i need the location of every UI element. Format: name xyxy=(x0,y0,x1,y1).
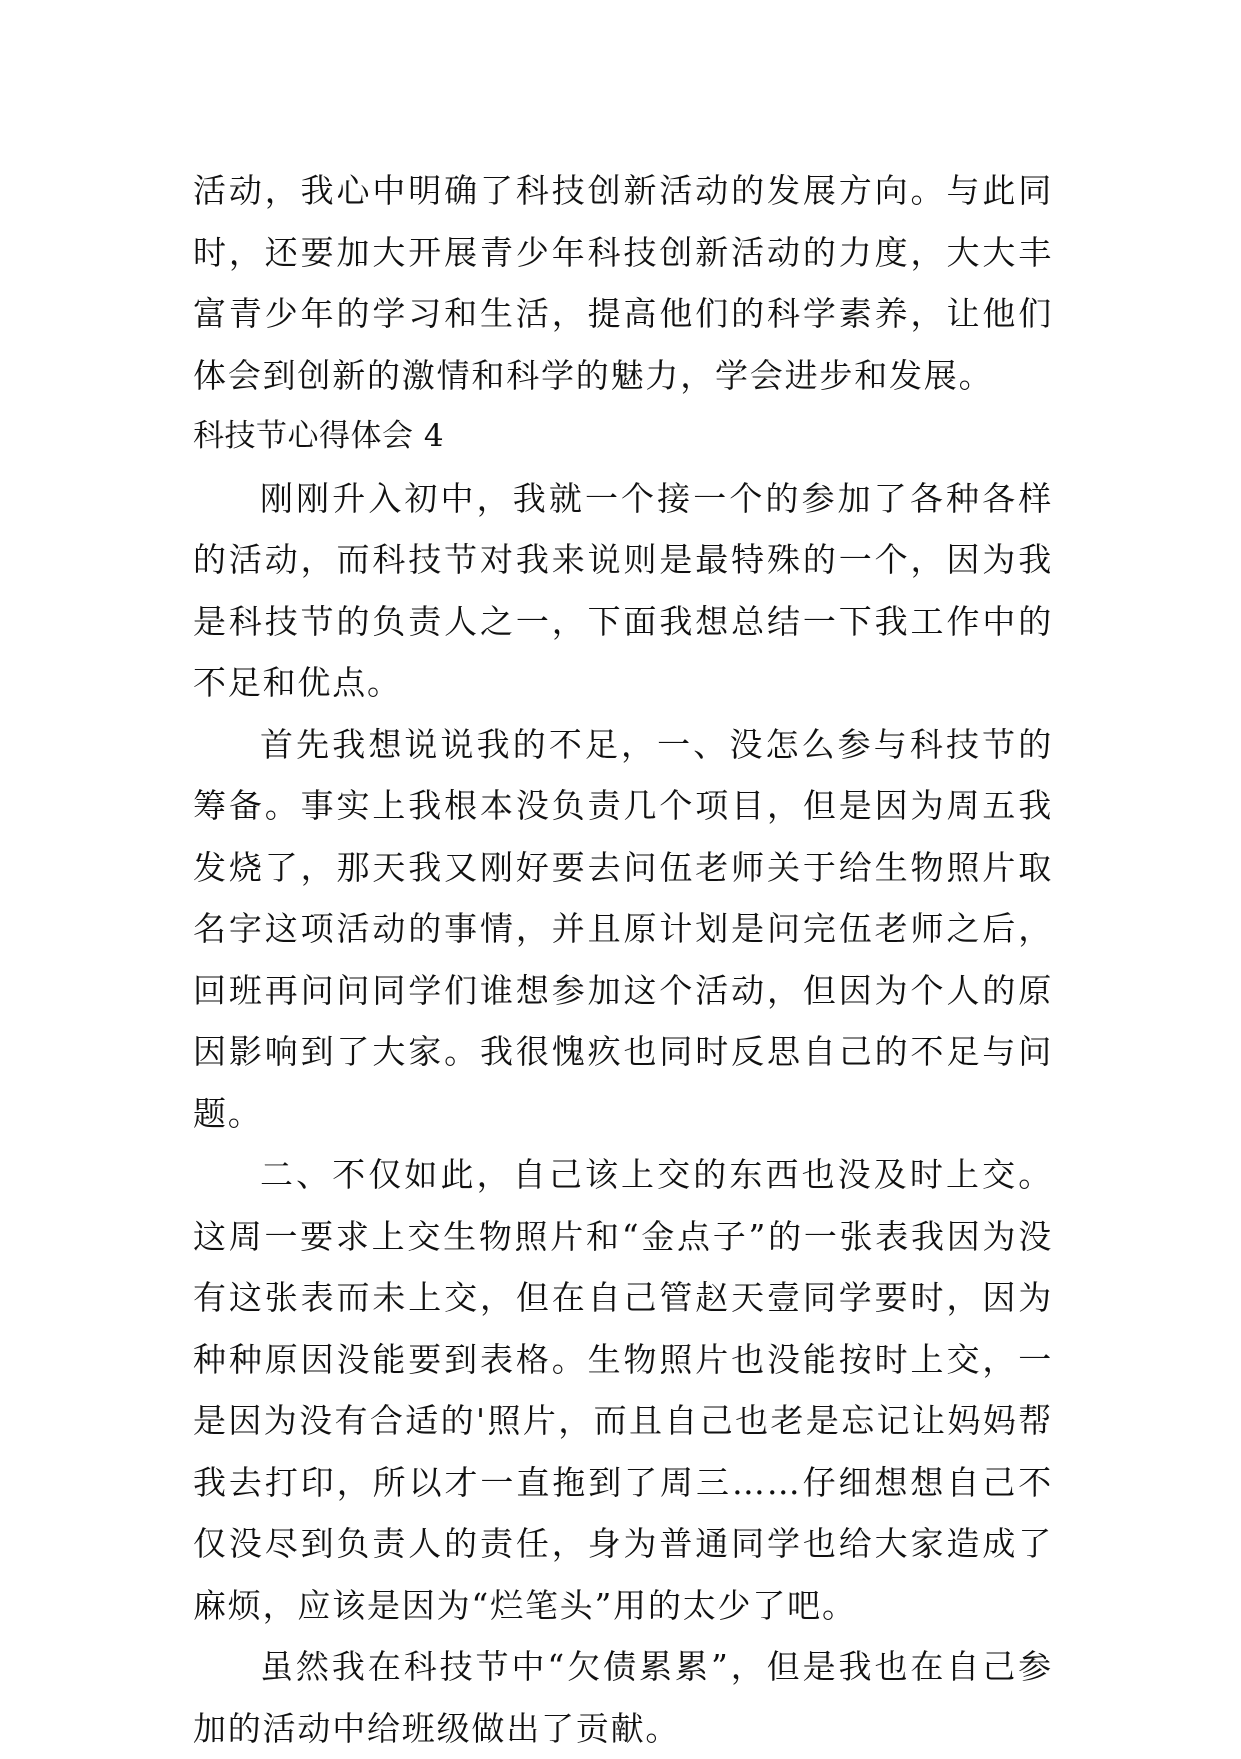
document-body xyxy=(193,160,1053,1759)
paragraph-shortcoming-one: 首先我想说说我的不足，一、没怎么参与科技节的筹备。事实上我根本没负责几个项目，但是因为周五我发烧了，那天我又刚好要去问伍老师关于给生物照片取名字这项活动的事情，并且原计划是问完伍老师之后，回班再问问同学们谁想参加这个活动，但因为个人的原因影响到了大家。我很愧疚也同时反思自己的不足与问题。 xyxy=(193,724,1053,1133)
section-heading: 科技节心得体会 4 xyxy=(193,418,445,454)
paragraph-shortcoming-two: 二、不仅如此，自己该上交的东西也没及时上交。这周一要求上交生物照片和“金点子”的一张表我因为没有这张表而未上交，但在自己管赵天壹同学要时，因为种种原因没能要到表格。生物照片也没能按时上交，一是因为没有合适的'照片，而且自己也老是忘记让妈妈帮我去打印，所以才一直拖到了周三……仔细想想自己不仅没尽到负责人的责任，身为普通同学也给大家造成了麻烦，应该是因为“烂笔头”用的太少了吧。 xyxy=(193,1155,1053,1625)
paragraph-continuation: 活动，我心中明确了科技创新活动的发展方向。与此同时，还要加大开展青少年科技创新活动的力度，大大丰富青少年的学习和生活，提高他们的科学素养，让他们体会到创新的激情和科学的魅力，学会进步和发展。 xyxy=(193,171,1053,395)
paragraph-intro: 刚刚升入初中，我就一个接一个的参加了各种各样的活动，而科技节对我来说则是最特殊的一个，因为我是科技节的负责人之一，下面我想总结一下我工作中的不足和优点。 xyxy=(193,478,1053,702)
paragraph-contribution: 虽然我在科技节中“欠债累累”，但是我也在自己参加的活动中给班级做出了贡献。 xyxy=(193,1647,1053,1748)
